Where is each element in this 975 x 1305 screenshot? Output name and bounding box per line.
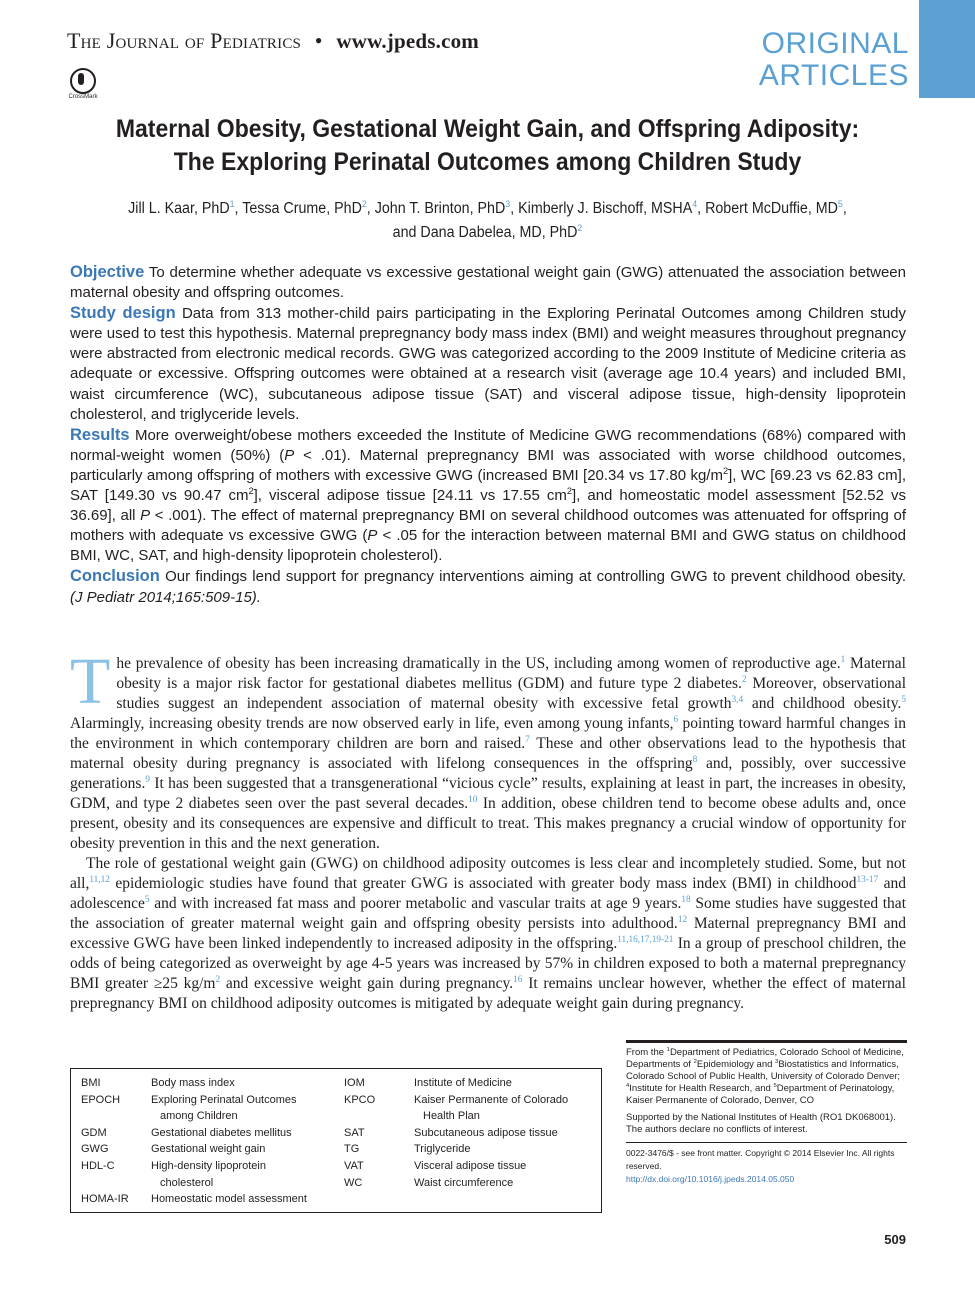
text-run: epidemiologic studies have found that greater GWG is associated with greater body mass index (BMI) in childhood [109,875,857,892]
affiliation-mark[interactable]: 5 [773,1082,777,1089]
citation-ref[interactable]: 12 [677,914,688,925]
text-run: and adolescence [70,875,906,912]
author-name: Tessa Crume, PhD [242,200,362,217]
abbreviation-definition-continued: among Children [160,1110,238,1123]
abbreviation-code: WC [344,1176,363,1189]
results-text-g: < .05 for the interaction between maternal BMI and GWG status on childhood BMI, WC, SAT, and high-density lipoprotein cholesterol). [70,527,906,565]
abstract-design [70,303,906,425]
abbreviation-code: GDM [81,1126,107,1139]
abbreviation-row [344,1175,584,1192]
text-run: Maternal obesity is a major risk factor for gestational diabetes mellitus (GDM) and future type 2 diabetes. [116,655,906,692]
text-run: Epidemiology and [696,1059,776,1070]
abbreviations-left-column [81,1075,321,1208]
abbreviation-code: KPCO [344,1093,376,1106]
text-run: Moreover, observational studies suggest an independent association of maternal obesity with excessive fetal growth [116,675,906,712]
crossmark-badge[interactable] [68,68,98,100]
body-paragraph-1 [70,645,906,854]
abbreviation-definition: Body mass index [151,1077,235,1089]
doi-link[interactable]: http://dx.doi.org/10.1016/j.jpeds.2014.05.050 [626,1174,795,1184]
abbreviation-code: EPOCH [81,1093,121,1106]
design-label: Study design [70,304,176,323]
abbreviation-row [344,1158,584,1175]
text-run: The role of gestational weight gain (GWG) on childhood adiposity outcomes is less clear and incompletely studied. Some, but not all, [70,855,906,892]
author-affiliation-mark: 2 [361,198,367,210]
text-run: he prevalence of obesity has been increasing dramatically in the US, including among women of reproductive age. [116,655,841,672]
author-separator: , [234,200,243,217]
author-name: and Dana Dabelea, MD, PhD [392,224,578,241]
author-separator: , [366,200,375,217]
citation-ref[interactable]: 10 [468,794,478,805]
citation-ref[interactable]: 16 [513,974,523,985]
crossmark-icon [70,68,96,94]
affiliation-mark[interactable]: 3 [775,1058,779,1065]
abbreviation-row [81,1075,321,1092]
abbreviation-definition: Waist circumference [414,1176,514,1189]
text-run: These and other observations lead to the hypothesis that maternal obesity during pregnancy is associated with lifelong consequences in the offspring [70,735,906,772]
abbreviation-row [344,1141,584,1158]
citation-ref[interactable]: 18 [681,894,691,905]
author-affiliation-mark: 1 [229,198,235,210]
abbreviation-code: VAT [344,1159,364,1172]
author-affiliation-mark: 4 [692,198,698,210]
abstract [70,262,906,608]
citation-ref[interactable]: 2 [741,674,747,685]
text-run: pointing toward harmful changes in the environment in which contemporary children are born and raised. [70,715,906,752]
abbreviation-code: GWG [81,1143,109,1156]
citation-ref[interactable]: 7 [525,734,530,745]
citation-ref[interactable]: 1 [840,654,846,665]
results-text-d: ], visceral adipose tissue [24.11 vs 17.55 cm [253,487,567,505]
affiliation-mark[interactable]: 2 [693,1058,697,1065]
results-text-c: ], WC [69.23 vs 62.83 cm], SAT [149.30 vs 90.47 cm [70,466,906,505]
body-text [70,645,907,1014]
abbreviation-row [81,1141,321,1158]
section-label-line2: ARTICLES [758,59,909,92]
results-p-value-1: P [284,446,295,464]
citation-ref[interactable]: 6 [673,714,679,725]
citation-ref[interactable]: 5 [144,894,150,905]
abbreviation-code: HOMA-IR [81,1193,129,1206]
author-affiliation-mark: 2 [577,222,583,234]
crossmark-label: CrossMark [68,94,98,100]
results-label: Results [70,425,130,444]
results-p-value-2: P [140,507,151,525]
text-run: Maternal prepregnancy BMI and excessive GWG have been linked independently to increased adiposity in the offspring. [70,915,906,952]
copyright-text: 0022-3476/$ - see front matter. Copyright © 2014 Elsevier Inc. All rights reserved. [626,1148,895,1171]
design-text: Data from 313 mother-child pairs participating in the Exploring Perinatal Outcomes among Children study were used to test this hypothesis. Maternal prepregnancy body mass index (BMI) and weight measures throughout pregnancy were abstracted from electronic medical records. GWG was categorized according to the 2009 Institute of Medicine criteria as adequate or excessive. Offspring outcomes were obtained at a research visit (average age 10.4 years) and included BMI, waist circumference (WC), subcutaneous adipose tissue (SAT) and visceral adipose tissue, high-density lipoprotein cholesterol, and triglyceride levels. [70,305,907,423]
objective-text: To determine whether adequate vs excessive gestational weight gain (GWG) attenuated the association between maternal obesity and offspring outcomes. [70,264,906,302]
conclusion-text: Our findings lend support for pregnancy interventions aiming at controlling GWG to prevent childhood obesity. [165,568,907,586]
text-run: Department of Perinatology, Kaiser Permanente of Colorado, Denver, CO [626,1083,895,1106]
affiliations-box [626,1040,907,1186]
abbreviation-row [344,1092,584,1125]
text-run: Institute for Health Research, and [629,1083,774,1094]
author-separator: , [510,200,519,217]
abbreviation-definition: High-density lipoprotein cholesterol [151,1158,321,1191]
citation-ref[interactable]: 11,12 [89,874,110,885]
drop-cap: T [70,645,111,718]
page-number: 509 [884,1232,906,1247]
text-run: Alarmingly, increasing obesity trends are now observed early in life, even among young infants, [70,715,674,732]
text-run: and childhood obesity. [743,695,902,712]
text-run: Department of Pediatrics, Colorado School of Medicine, Departments of [626,1047,904,1070]
text-run: From the [626,1047,667,1058]
abbreviation-code: IOM [344,1077,365,1089]
author-separator: , [697,200,706,217]
citation-ref[interactable]: 5 [901,694,906,705]
section-label [759,28,909,92]
journal-header [67,28,479,54]
results-sup-1: 2 [722,465,729,476]
text-run: It has been suggested that a transgenerational “vicious cycle” results, explaining at least in part, the increases in obesity, GDM, and type 2 diabetes seen over the past several decades. [70,775,906,812]
author-name: Robert McDuffie, MD [705,200,838,217]
affiliation-text [626,1047,907,1107]
header-separator: • [314,28,323,53]
citation-ref[interactable]: 3,4 [731,694,744,705]
results-sup-3: 2 [566,486,573,497]
abbreviation-definition-continued: cholesterol [160,1176,214,1189]
citation-ref[interactable]: 9 [145,774,150,785]
abbreviation-code: BMI [81,1077,101,1089]
results-text-a: More overweight/obese mothers exceeded the Institute of Medicine GWG recommendations (68%) compared with normal-weight women (50%) ( [70,426,906,464]
citation-ref[interactable]: 13-17 [856,874,879,885]
text-run: and, possibly, over successive generations. [70,755,906,792]
abbreviation-row [344,1075,584,1092]
abbreviation-row [81,1125,321,1142]
results-p-value-3: P [367,527,378,545]
abbreviation-definition: Subcutaneous adipose tissue [414,1126,558,1139]
abbreviation-row [81,1092,321,1125]
citation: (J Pediatr 2014;165:509-15). [70,588,261,606]
results-text-f: < .001). The effect of maternal prepregnancy BMI on several childhood outcomes was attenuated for offspring of mothers with adequate vs excessive GWG ( [70,507,907,545]
title-line-2: The Exploring Perinatal Outcomes among Children Study [173,148,802,176]
author-separator: , [842,200,847,217]
results-text-b: < .01). Maternal prepregnancy BMI was associated with worse childhood outcomes, particularly among offspring of mothers with excessive GWG (increased BMI [20.34 vs 17.80 kg/m [70,446,906,484]
article-title [94,113,881,179]
abbreviation-definition: Gestational diabetes mellitus [151,1126,292,1139]
title-line-1: Maternal Obesity, Gestational Weight Gain, and Offspring Adiposity: [115,115,860,143]
author-list [103,197,871,245]
abbreviations-box [70,1068,602,1213]
author-affiliation-mark: 3 [505,198,511,210]
section-label-line1: ORIGINAL [761,27,909,60]
text-run: It remains unclear however, whether the effect of maternal prepregnancy BMI on childhood adiposity outcomes is mitigated by adequate weight gain during pregnancy. [70,975,906,1012]
text-run: In addition, obese children tend to become obese adults and, once present, obesity and its consequences are expensive and difficult to treat. This makes pregnancy a crucial window of opportunity for obesity prevention in this and the next generation. [70,795,906,852]
section-color-tab [919,0,975,98]
abbreviations-right-column [344,1075,584,1191]
abbreviation-row [81,1158,321,1191]
objective-label: Objective [70,263,145,281]
text-run: and with increased fat mass and poorer metabolic and vascular traits at age 9 years. [149,895,682,912]
abbreviation-definition: Kaiser Permanente of Colorado Health Plan [414,1092,584,1125]
text-run: Some studies have suggested that the association of greater maternal weight gain and offspring obesity persists into adulthood. [70,895,906,932]
text-run: Biostatistics and Informatics, Colorado School of Public Health, University of Colorado Denver; [626,1059,901,1082]
author-affiliation-mark: 5 [837,198,843,210]
affiliation-mark[interactable]: 1 [666,1046,670,1053]
text-run: and excessive weight gain during pregnancy. [220,975,514,992]
abbreviation-definition: Exploring Perinatal Outcomes among Children [151,1092,321,1125]
conclusion-label: Conclusion [70,567,160,586]
abbreviation-definition-continued: Health Plan [423,1110,480,1123]
abstract-conclusion [70,566,906,607]
author-name: Kimberly J. Bischoff, MSHA [518,200,693,217]
citation-ref[interactable]: 8 [692,754,698,765]
abstract-objective [70,262,906,303]
affiliation-mark[interactable]: 4 [626,1082,630,1089]
abstract-results [70,425,906,567]
abbreviation-definition: Gestational weight gain [151,1143,266,1156]
abbreviation-code: SAT [344,1126,365,1139]
citation-ref[interactable]: 2 [215,974,221,985]
abbreviation-definition: Triglyceride [414,1143,471,1156]
body-paragraph-2 [70,854,906,1014]
abbreviation-row [81,1191,321,1208]
funding-text: Supported by the National Institutes of Health (RO1 DK068001). The authors declare no conflicts of interest. [626,1112,896,1135]
abbreviation-code: HDL-C [81,1159,115,1172]
abbreviation-code: TG [344,1143,360,1156]
author-name: John T. Brinton, PhD [374,200,506,217]
author-name: Jill L. Kaar, PhD [128,200,230,217]
citation-ref[interactable]: 11,16,17,19-21 [617,934,674,945]
abbreviation-definition: Visceral adipose tissue [414,1159,527,1172]
results-text-e: ], and homeostatic model assessment [52.52 vs 36.69], all [70,487,906,525]
abbreviation-definition: Institute of Medicine [414,1077,512,1089]
abbreviation-definition: Homeostatic model assessment [151,1193,307,1206]
journal-url[interactable]: www.jpeds.com [336,29,479,53]
text-run: In a group of preschool children, the odds of being categorized as overweight by age 4-5 years was increased by 57% in children exposed to both a maternal prepregnancy BMI greater ≥25 kg/m [70,935,907,992]
abbreviation-row [344,1125,584,1142]
results-sup-2: 2 [248,486,254,497]
journal-name: The Journal of Pediatrics [67,28,302,53]
affiliation-divider [626,1142,907,1143]
